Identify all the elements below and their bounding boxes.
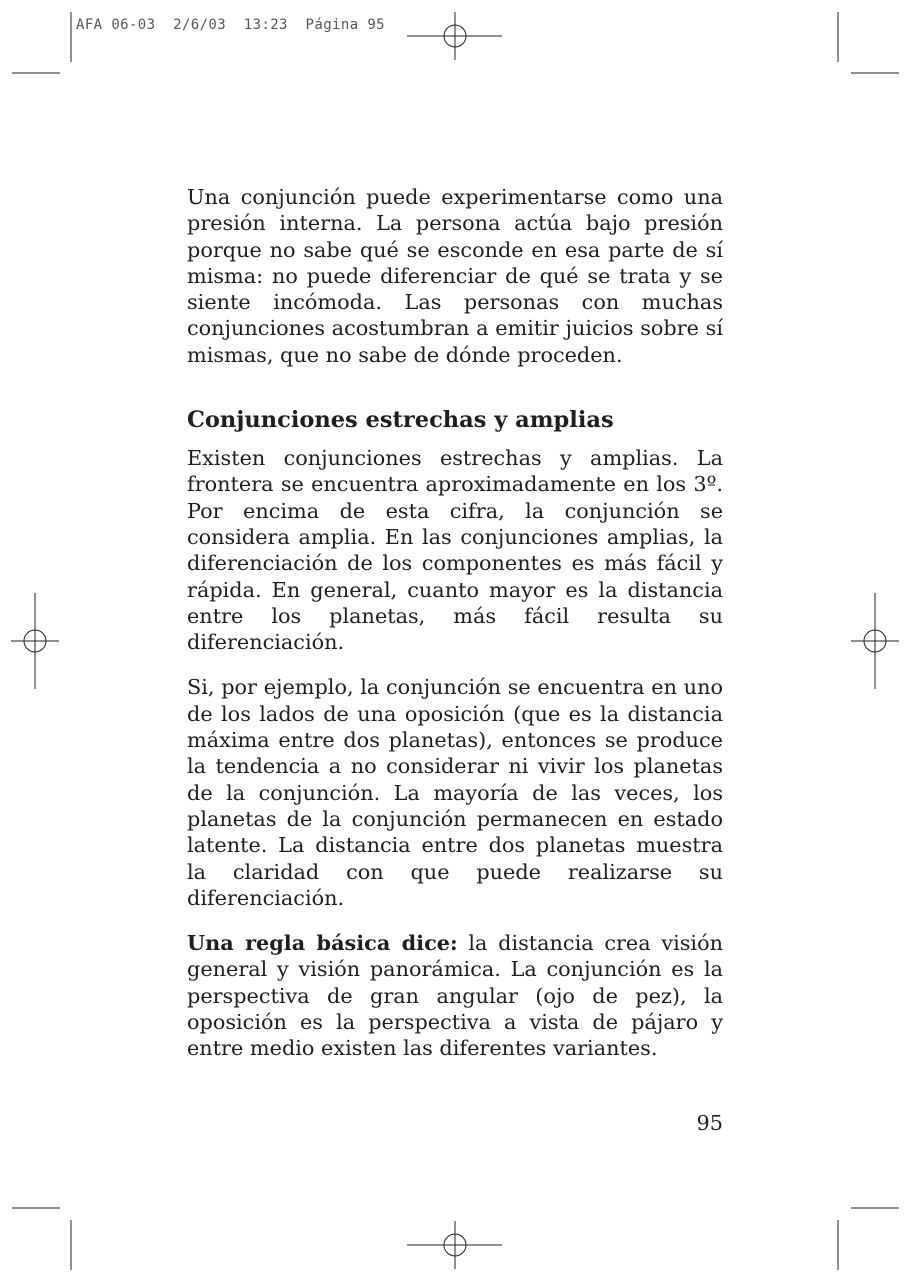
section-heading: Conjunciones estrechas y amplias: [187, 407, 614, 434]
registration-mark-left-icon: [11, 593, 59, 689]
page-body: [187, 184, 723, 1062]
registration-mark-right-icon: [851, 593, 899, 689]
page-number: 95: [696, 1111, 723, 1135]
intro-paragraph: Una conjunción puede experimentarse como una presión interna. La persona actúa bajo presión porque no sabe qué se esconde en esa parte de sí misma: no puede diferenciar de qué se trata y se siente incómoda. Las personas con muchas conjunciones acostumbran a emitir juicios sobre sí mismas, que no sabe de dónde proceden.: [187, 185, 723, 367]
paragraph-opposition: Si, por ejemplo, la conjunción se encuentra en uno de los lados de una oposición (que es la distancia máxima entre dos planetas), entonces se produce la tendencia a no considerar ni vivir los planetas de la conjunción. La mayoría de las veces, los planetas de la conjunción permanecen en estado latente. La distancia entre dos planetas muestra la claridad con que puede realizarse su diferenciación.: [187, 675, 723, 910]
registration-mark-top-icon: [407, 12, 502, 60]
basic-rule-text: la distancia crea visión general y visión panorámica. La conjunción es la perspectiva de gran angular (ojo de pez), la oposición es la perspectiva a vista de pájaro y entre medio existen las diferentes variantes.: [187, 931, 723, 1061]
print-slug-line: AFA 06-03 2/6/03 13:23 Página 95: [76, 17, 386, 33]
registration-mark-bottom-icon: [407, 1221, 502, 1269]
basic-rule-lead: Una regla básica dice:: [187, 930, 458, 956]
paragraph-basic-rule: [187, 930, 723, 1061]
paragraph-narrow-wide: Existen conjunciones estrechas y amplias. La frontera se encuentra aproximadamente en los 3º. Por encima de esta cifra, la conjunción se considera amplia. En las conjunciones amplias, la diferenciación de los componentes es más fácil y rápida. En general, cuanto mayor es la distancia entre los planetas, más fácil resulta su diferenciación.: [187, 446, 723, 655]
